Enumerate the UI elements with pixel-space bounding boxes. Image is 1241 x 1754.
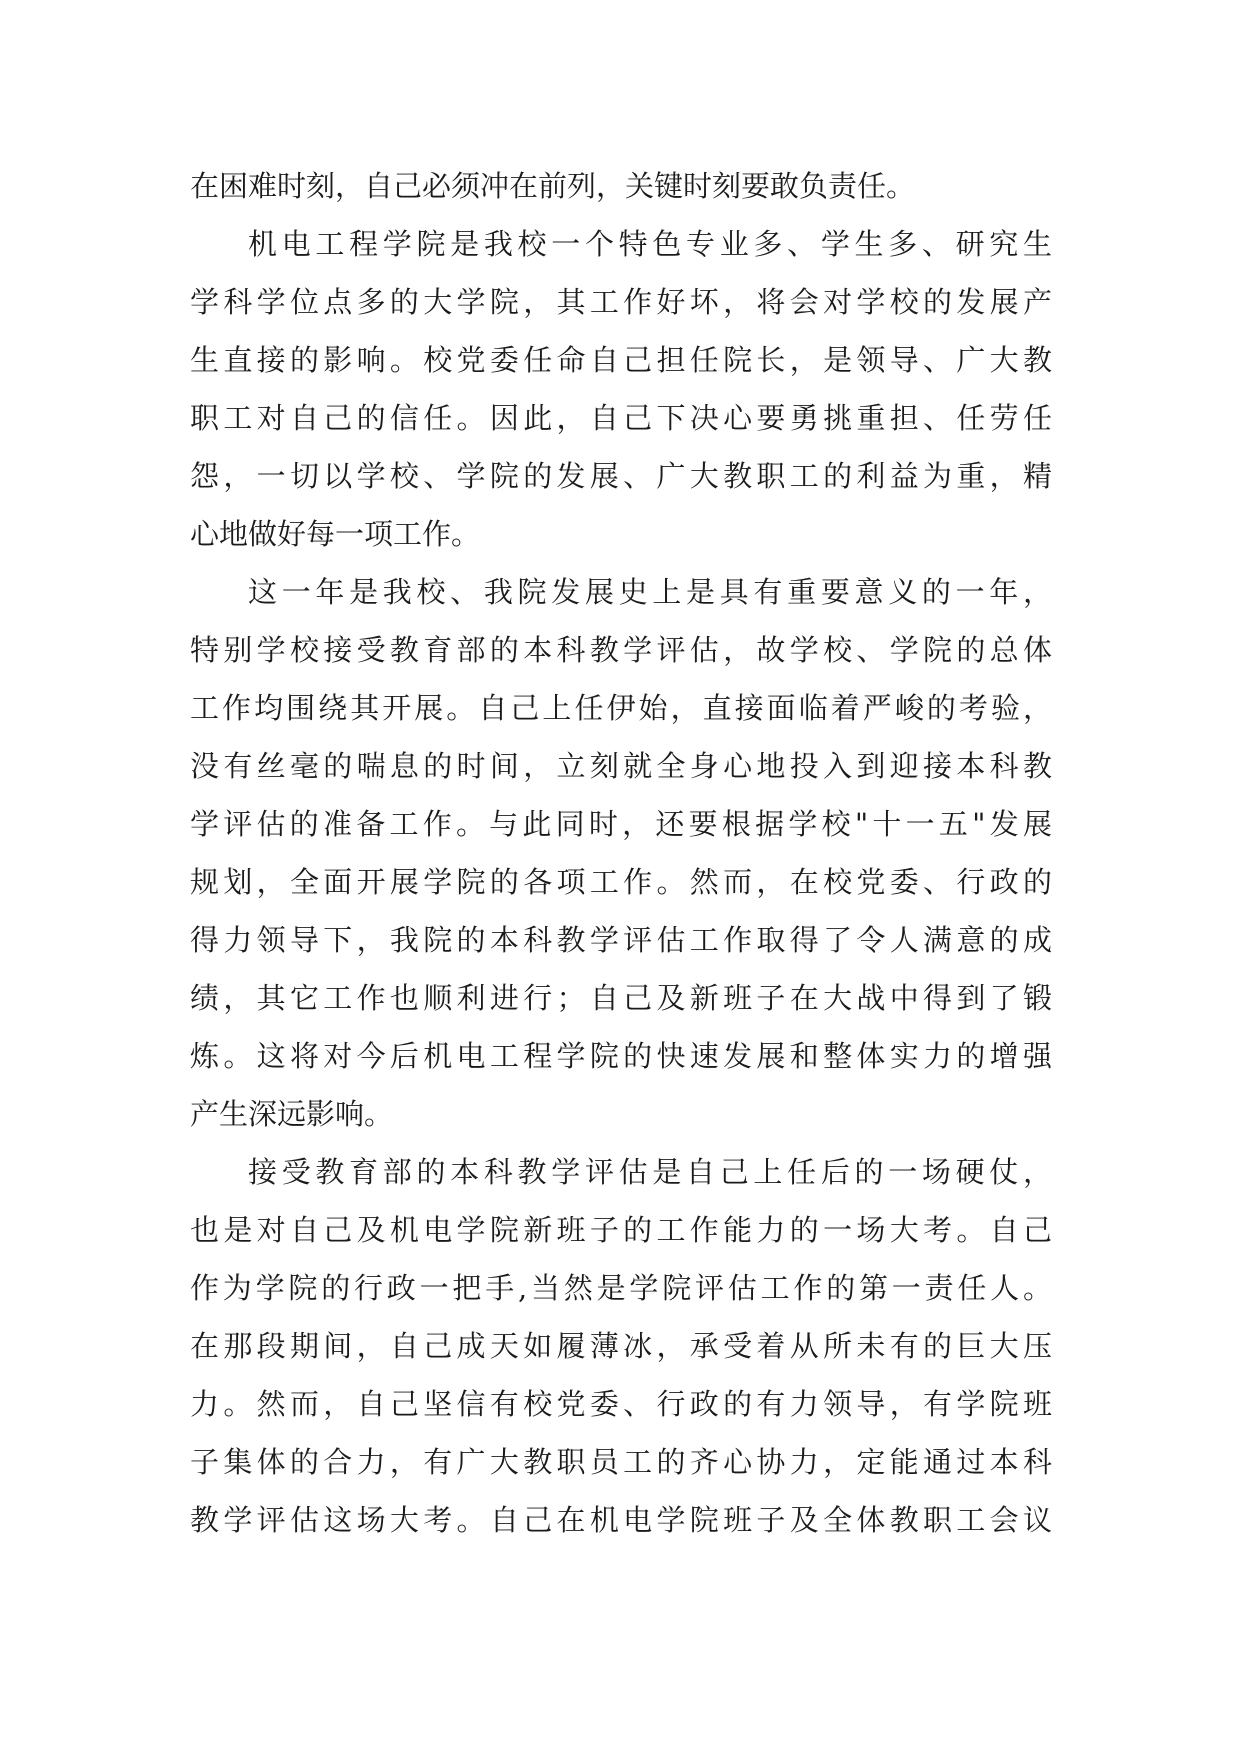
text-line: 机电工程学院是我校一个特色专业多、学生多、研究生	[248, 227, 1052, 261]
text-line: 得力领导下，我院的本科教学评估工作取得了令人满意的成	[190, 923, 1052, 957]
text-line: 在那段期间，自己成天如履薄冰，承受着从所未有的巨大压	[190, 1329, 1052, 1363]
text-line: 特别学校接受教育部的本科教学评估，故学校、学院的总体	[190, 633, 1052, 667]
text-line: 心地做好每一项工作。	[190, 517, 481, 551]
text-line: 规划，全面开展学院的各项工作。然而，在校党委、行政的	[190, 865, 1052, 899]
text-line: 怨，一切以学校、学院的发展、广大教职工的利益为重，精	[190, 459, 1052, 493]
text-line: 教学评估这场大考。自己在机电学院班子及全体教职工会议	[190, 1503, 1052, 1537]
text-line: 作为学院的行政一把手,当然是学院评估工作的第一责任人。	[190, 1271, 1052, 1305]
text-line: 学科学位点多的大学院，其工作好坏，将会对学校的发展产	[190, 285, 1052, 319]
text-line: 力。然而，自己坚信有校党委、行政的有力领导，有学院班	[190, 1387, 1052, 1421]
text-line: 学评估的准备工作。与此同时，还要根据学校"十一五"发展	[190, 807, 1052, 841]
text-line: 也是对自己及机电学院新班子的工作能力的一场大考。自己	[190, 1213, 1052, 1247]
text-line: 工作均围绕其开展。自己上任伊始，直接面临着严峻的考验，	[190, 691, 1052, 725]
text-line: 在困难时刻，自己必须冲在前列，关键时刻要敢负责任。	[190, 169, 916, 203]
text-line: 绩，其它工作也顺利进行；自己及新班子在大战中得到了锻	[190, 981, 1052, 1015]
text-line: 职工对自己的信任。因此，自己下决心要勇挑重担、任劳任	[190, 401, 1052, 435]
document-body	[190, 157, 1052, 1549]
text-line: 这一年是我校、我院发展史上是具有重要意义的一年，	[248, 575, 1052, 609]
text-line: 炼。这将对今后机电工程学院的快速发展和整体实力的增强	[190, 1039, 1052, 1073]
text-line: 没有丝毫的喘息的时间，立刻就全身心地投入到迎接本科教	[190, 749, 1052, 783]
text-line: 子集体的合力，有广大教职员工的齐心协力，定能通过本科	[190, 1445, 1052, 1479]
text-line: 生直接的影响。校党委任命自己担任院长，是领导、广大教	[190, 343, 1052, 377]
text-line: 接受教育部的本科教学评估是自己上任后的一场硬仗，	[248, 1155, 1052, 1189]
text-line: 产生深远影响。	[190, 1097, 394, 1131]
